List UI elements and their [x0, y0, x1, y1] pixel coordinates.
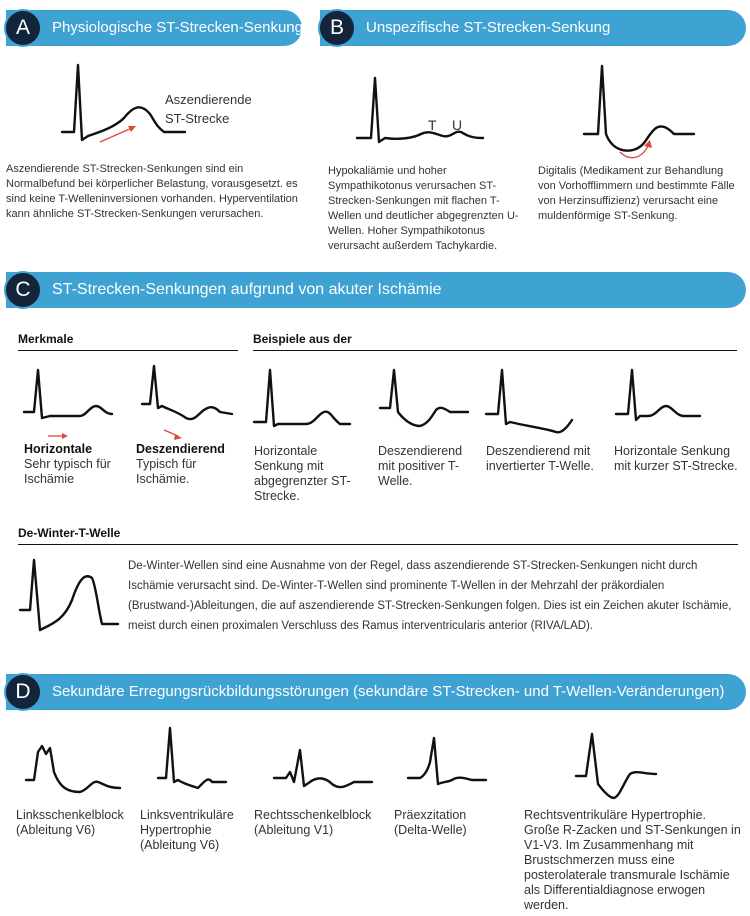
section-b-title: Unspezifische ST-Strecken-Senkung	[366, 19, 611, 36]
section-d-badge: D	[4, 673, 42, 711]
section-c-title: ST-Strecken-Senkungen aufgrund von akuter Ischämie	[52, 281, 442, 298]
secondary-text-5: Rechtsventrikuläre Hypertrophie. Große R-Zacken und ST-Senkungen in V1-V3. Im Zusammenhang mit Brustschmerzen muss eine posterolaterale transmurale Ischämie als Differentialdiagnose erwogen werden.	[524, 808, 741, 912]
ecg-right-ventricular-hypertrophy	[574, 732, 694, 812]
ecg-horizontal	[22, 368, 112, 438]
ascending-st-label: Aszendierende ST-Strecke	[165, 92, 252, 126]
example-text-3: Deszendierend mit invertierter T-Welle.	[486, 444, 594, 473]
example-text-1: Horizontale Senkung mit abgegrenzter ST-Strecke.	[254, 444, 351, 503]
secondary-text-1: Linksschenkelblock (Ableitung V6)	[16, 808, 124, 837]
example-text-4: Horizontale Senkung mit kurzer ST-Strecke.	[614, 444, 738, 473]
ecg-example-horizontal-delimited	[252, 368, 352, 448]
dewinter-heading: De-Winter-T-Welle	[18, 526, 121, 540]
ecg-digitalis	[582, 64, 702, 164]
secondary-text-2: Linksventrikuläre Hypertrophie (Ableitung V6)	[140, 808, 234, 852]
ecg-de-winter	[18, 558, 128, 638]
example-text-2: Deszendierend mit positiver T-Welle.	[378, 444, 463, 488]
t-wave-label: T	[428, 117, 437, 133]
ecg-left-bundle-branch-block	[24, 742, 134, 812]
section-d-title: Sekundäre Erregungsrückbildungsstörungen (sekundäre ST-Strecken- und T-Wellen-Veränderungen)	[52, 683, 725, 700]
ecg-preexcitation	[406, 736, 506, 816]
ecg-descending	[140, 364, 240, 442]
merkmale-heading: Merkmale	[18, 332, 74, 346]
section-b-text-2: Digitalis (Medikament zur Behandlung von Vorhofflimmern und bestimmte Fälle von Herzinsuffizienz) verursacht eine muldenförmige ST-Senkung.	[538, 165, 735, 222]
section-b-text-1: Hypokaliämie und hoher Sympathikotonus verursachen ST-Strecken-Senkungen mit flachen T-Wellen und deutlicher abgegrenzten U-Wellen. Hoher Sympathikotonus verursacht außerdem Tachykardie.	[328, 165, 519, 252]
ecg-left-ventricular-hypertrophy	[156, 726, 246, 806]
dewinter-text: De-Winter-Wellen sind eine Ausnahme von der Regel, dass aszendierende ST-Strecken-Senkungen nicht durch Ischämie verursacht sind. De-Winter-T-Wellen sind prominente T-Wellen in der Mehrzahl der präkordialen (Brustwand-)Ableitungen, die auf aszendierende ST-Strecken-Senkungen folgen. Dies ist ein Zeichen akuter Ischämie, meist durch einen proximalen Verschluss des Ramus interventricularis anterior (RIVA/LAD).	[128, 560, 732, 632]
merkmale-rule	[18, 350, 238, 351]
ecg-right-bundle-branch-block	[272, 746, 392, 816]
section-b-badge: B	[318, 9, 356, 47]
ecg-example-descending-positive-t	[378, 368, 478, 448]
beispiele-rule	[253, 350, 737, 351]
feature-descending: Deszendierend Typisch für Ischämie.	[136, 442, 225, 486]
feature-horizontal: Horizontale Sehr typisch für Ischämie	[24, 442, 111, 486]
section-c-badge: C	[4, 271, 42, 309]
u-wave-label: U	[452, 117, 463, 133]
section-a-title: Physiologische ST-Strecken-Senkung	[52, 19, 303, 36]
ecg-example-descending-inverted-t	[484, 368, 594, 448]
ecg-hypokalemia	[355, 76, 495, 156]
section-d-header	[6, 674, 746, 710]
section-a-text: Aszendierende ST-Strecken-Senkungen sind ein Normalbefund bei körperlicher Belastung, vorausgesetzt. es sind keine T-Welleninversionen vorhanden. Hyperventilation kann ähnliche ST-Strecken-Senkungen verursachen.	[6, 163, 298, 220]
secondary-text-4: Präexzitation (Delta-Welle)	[394, 808, 467, 837]
dewinter-rule	[18, 544, 738, 545]
beispiele-heading: Beispiele aus der	[253, 332, 352, 346]
secondary-text-3: Rechtsschenkelblock (Ableitung V1)	[254, 808, 372, 837]
section-b-header	[320, 10, 746, 46]
section-c-header	[6, 272, 746, 308]
ecg-example-horizontal-short	[614, 368, 714, 448]
section-a-header	[6, 10, 302, 46]
section-a-badge: A	[4, 9, 42, 47]
